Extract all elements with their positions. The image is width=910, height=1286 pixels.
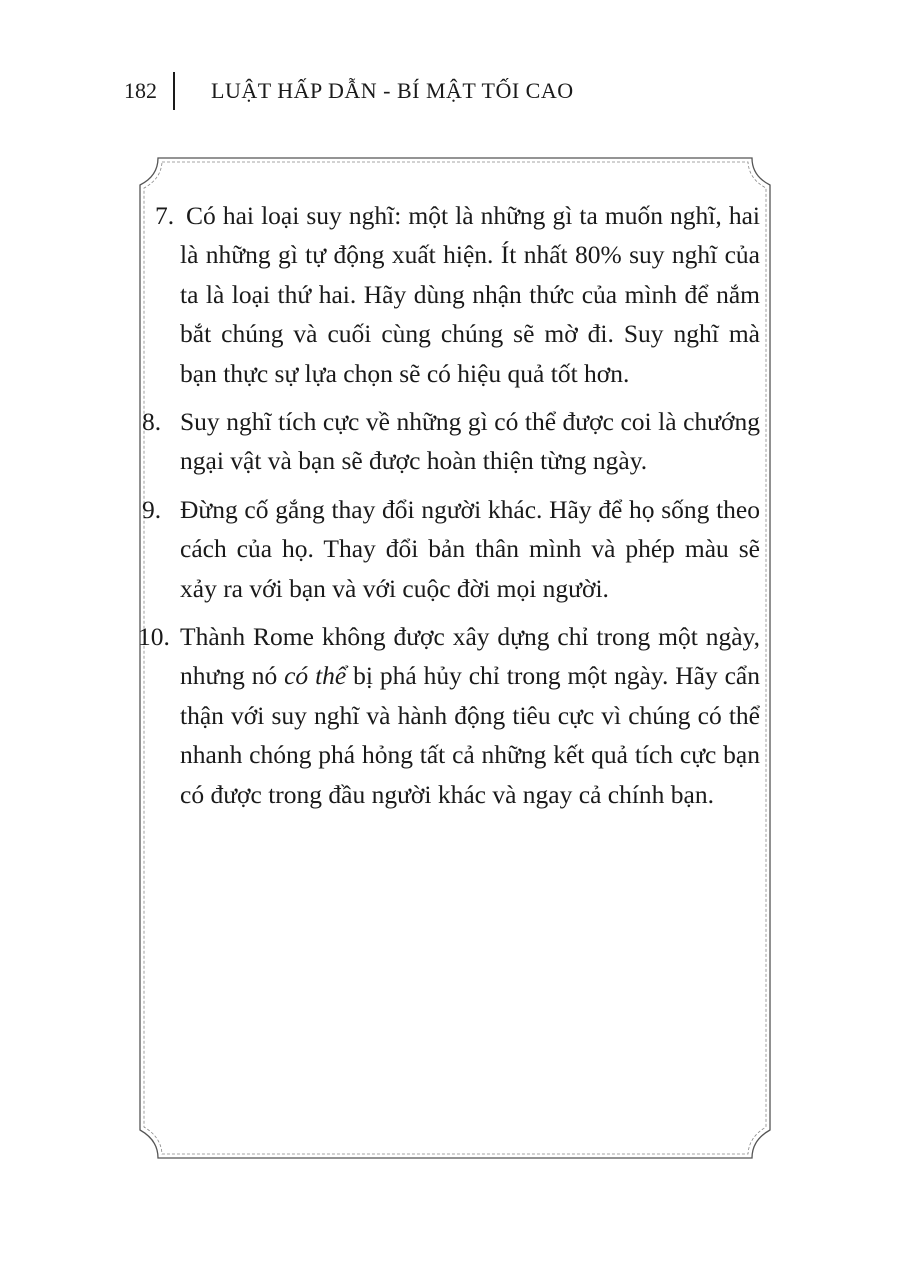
item-number: 9.: [142, 494, 162, 524]
header-divider: [173, 72, 175, 110]
item-number: 10.: [138, 622, 170, 652]
item-number: 8.: [142, 407, 162, 437]
item-number: 7.: [155, 201, 175, 230]
item-text: Đừng cố gắng thay đổi người khác. Hãy để họ sống theo cách của họ. Thay đổi bản thân mình và phép màu sẽ xảy ra với bạn và với cuộc đời mọi người.: [180, 494, 760, 603]
page-header: [0, 72, 910, 112]
item-text-italic: có thể: [284, 661, 347, 691]
item-text-part: bị phá hủy chỉ trong một ngày. Hãy cẩn thận với suy nghĩ và hành động tiêu cực vì chúng có thể nhanh chóng phá hỏng tất cả những kết quả tích cực bạn có được trong đầu người khác và ngay cả chính bạn.: [180, 661, 760, 809]
item-text: Suy nghĩ tích cực về những gì có thể được coi là chướng ngại vật và bạn sẽ được hoàn thiện từng ngày.: [180, 407, 760, 476]
page-number: 182: [124, 78, 157, 103]
list-item-8: [142, 402, 760, 481]
book-title: LUẬT HẤP DẪN - BÍ MẬT TỐI CAO: [211, 78, 574, 103]
list-item-7: [142, 196, 760, 393]
item-text: Có hai loại suy nghĩ: một là những gì ta muốn nghĩ, hai là những gì tự động xuất hiện. Ít nhất 80% suy nghĩ của ta là loại thứ hai. Hãy dùng nhận thức của mình để nắm bắt chúng và cuối cùng chúng sẽ mờ đi. Suy nghĩ mà bạn thực sự lựa chọn sẽ có hiệu quả tốt hơn.: [180, 201, 760, 388]
list-item-9: [142, 490, 760, 608]
item-text: [180, 617, 760, 814]
item-text-part: Thành Rome không được xây dựng chỉ trong một ngày, nhưng nó: [180, 622, 760, 691]
list-item-10: [138, 617, 760, 814]
numbered-list: [138, 196, 760, 823]
